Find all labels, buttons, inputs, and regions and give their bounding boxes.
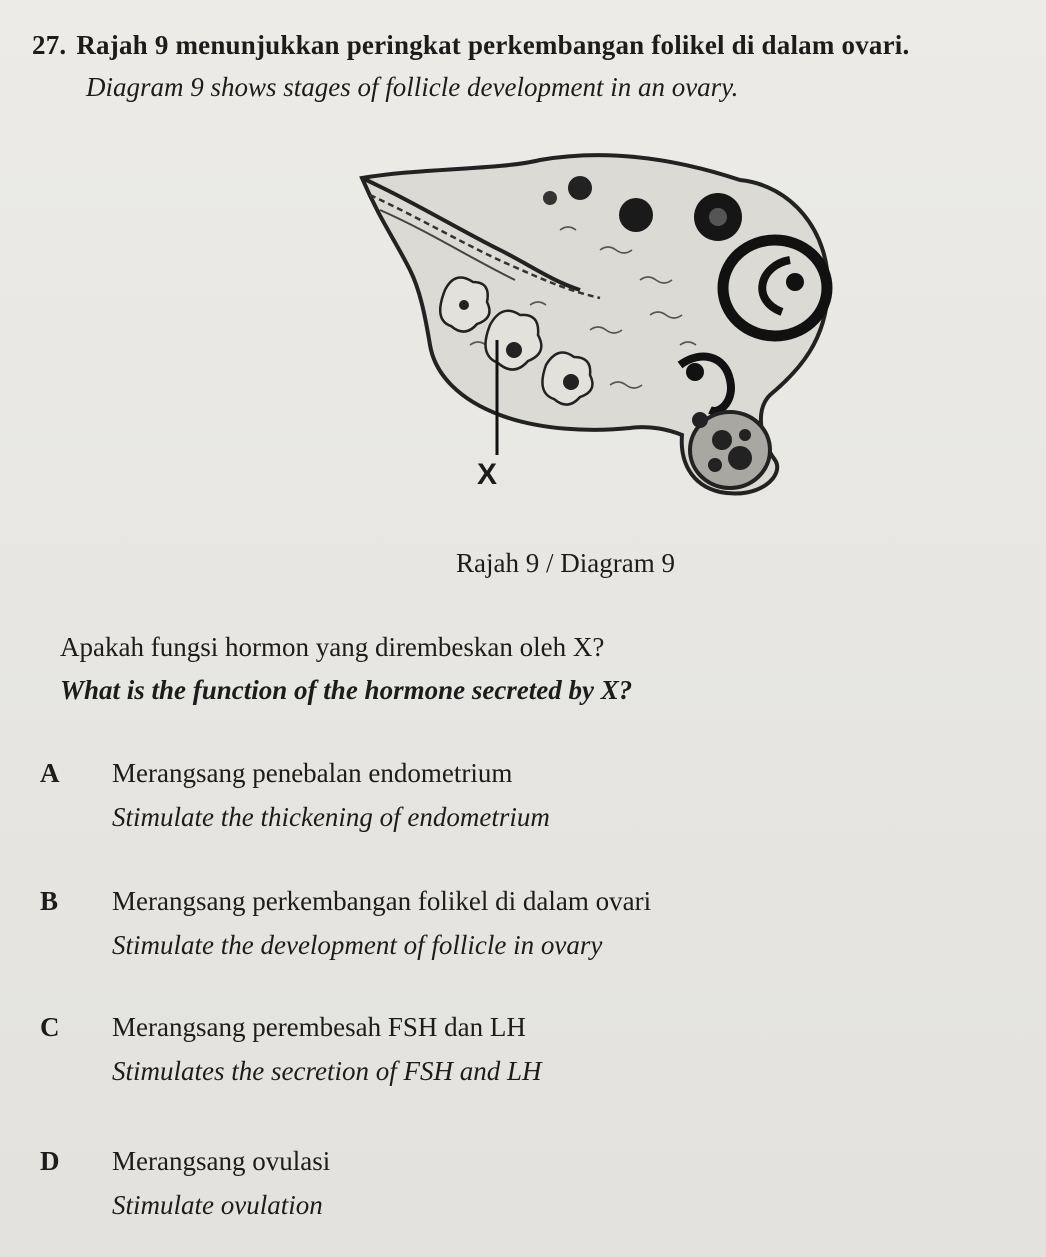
option-a-english: Stimulate the thickening of endometrium	[112, 802, 550, 832]
ovary-follicle-diagram	[350, 140, 850, 530]
diagram-caption: Rajah 9 / Diagram 9	[456, 548, 675, 578]
option-b-letter: B	[40, 886, 59, 916]
option-d-english: Stimulate ovulation	[112, 1190, 323, 1220]
graafian-follicle	[723, 240, 827, 336]
option-c-english: Stimulates the secretion of FSH and LH	[112, 1056, 542, 1086]
question-number: 27.	[32, 30, 67, 60]
option-d-malay: Merangsang ovulasi	[112, 1146, 331, 1176]
secondary-follicle	[619, 198, 653, 232]
question-ask-malay: Apakah fungsi hormon yang dirembeskan oleh X?	[60, 632, 605, 662]
primary-follicle	[568, 176, 592, 200]
option-c-malay: Merangsang perembesah FSH dan LH	[112, 1012, 526, 1042]
option-b-malay: Merangsang perkembangan folikel di dalam ovari	[112, 886, 652, 916]
option-a[interactable]	[40, 758, 1000, 848]
option-c[interactable]	[40, 1012, 1000, 1102]
option-a-letter: A	[40, 758, 60, 788]
primordial-follicle	[543, 191, 557, 205]
diagram-label-x: X	[477, 458, 498, 491]
option-c-letter: C	[40, 1012, 60, 1042]
option-a-malay: Merangsang penebalan endometrium	[112, 758, 513, 788]
option-d-letter: D	[40, 1146, 60, 1176]
option-b-english: Stimulate the development of follicle in ovary	[112, 930, 603, 960]
question-intro-malay	[32, 30, 909, 61]
option-d[interactable]	[40, 1146, 1000, 1236]
question-intro-english: Diagram 9 shows stages of follicle development in an ovary.	[86, 72, 739, 102]
question-ask-english: What is the function of the hormone secreted by X?	[60, 675, 633, 705]
option-b[interactable]	[40, 886, 1000, 976]
question-intro-malay-text: Rajah 9 menunjukkan peringkat perkembangan folikel di dalam ovari.	[76, 30, 910, 60]
